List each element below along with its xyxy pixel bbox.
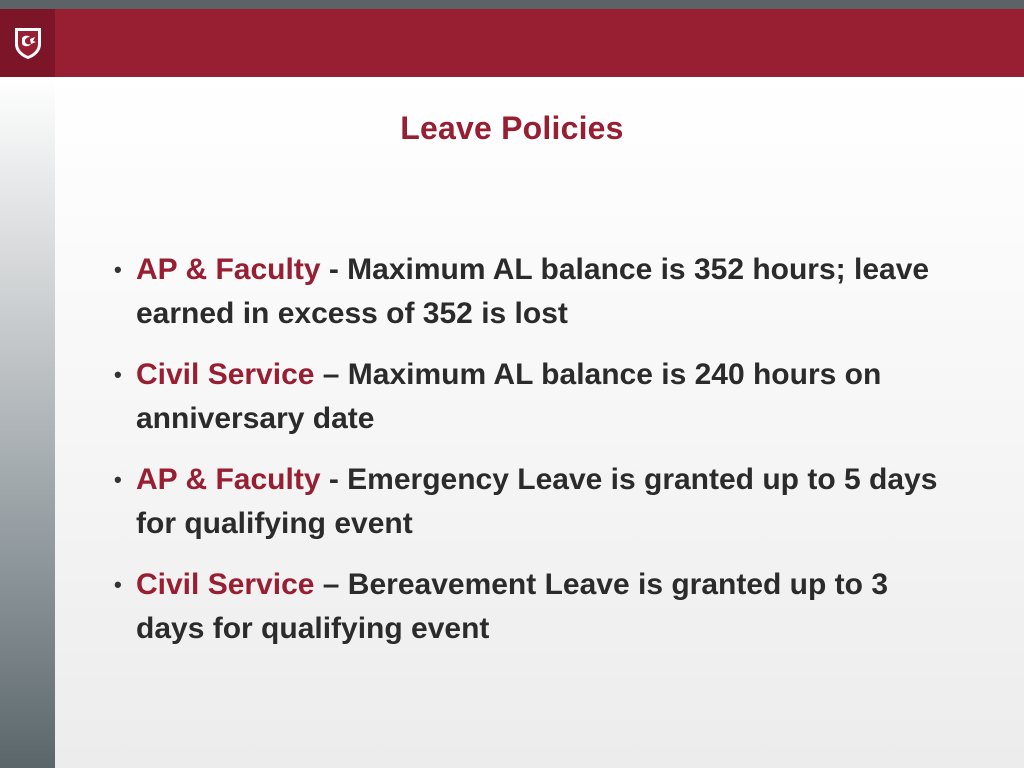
bullet-list <box>114 248 954 668</box>
bullet-text: – Bereavement Leave is granted up to 3 days for qualifying event <box>136 568 888 645</box>
bullet-label: AP & Faculty <box>136 463 321 496</box>
bullet-dot-icon: • <box>114 257 122 282</box>
bullet-label: Civil Service <box>136 568 315 601</box>
bullet-text: – Maximum AL balance is 240 hours on anniversary date <box>136 358 882 435</box>
logo-box <box>0 9 55 77</box>
bullet-dot-icon: • <box>114 362 122 387</box>
bullet-item <box>114 248 954 336</box>
top-strip <box>0 0 1024 9</box>
bullet-dot-icon: • <box>114 467 122 492</box>
bullet-label: Civil Service <box>136 358 315 391</box>
bullet-item <box>114 458 954 546</box>
bullet-text: - Maximum AL balance is 352 hours; leave earned in excess of 352 is lost <box>136 253 930 330</box>
bullet-item <box>114 353 954 441</box>
university-shield-icon <box>13 26 43 60</box>
bullet-item <box>114 563 954 651</box>
header-bar <box>55 9 1024 77</box>
left-rail <box>0 77 55 768</box>
bullet-dot-icon: • <box>114 572 122 597</box>
bullet-text: - Emergency Leave is granted up to 5 days for qualifying event <box>136 463 938 540</box>
bullet-label: AP & Faculty <box>136 253 321 286</box>
slide-title: Leave Policies <box>400 110 624 146</box>
